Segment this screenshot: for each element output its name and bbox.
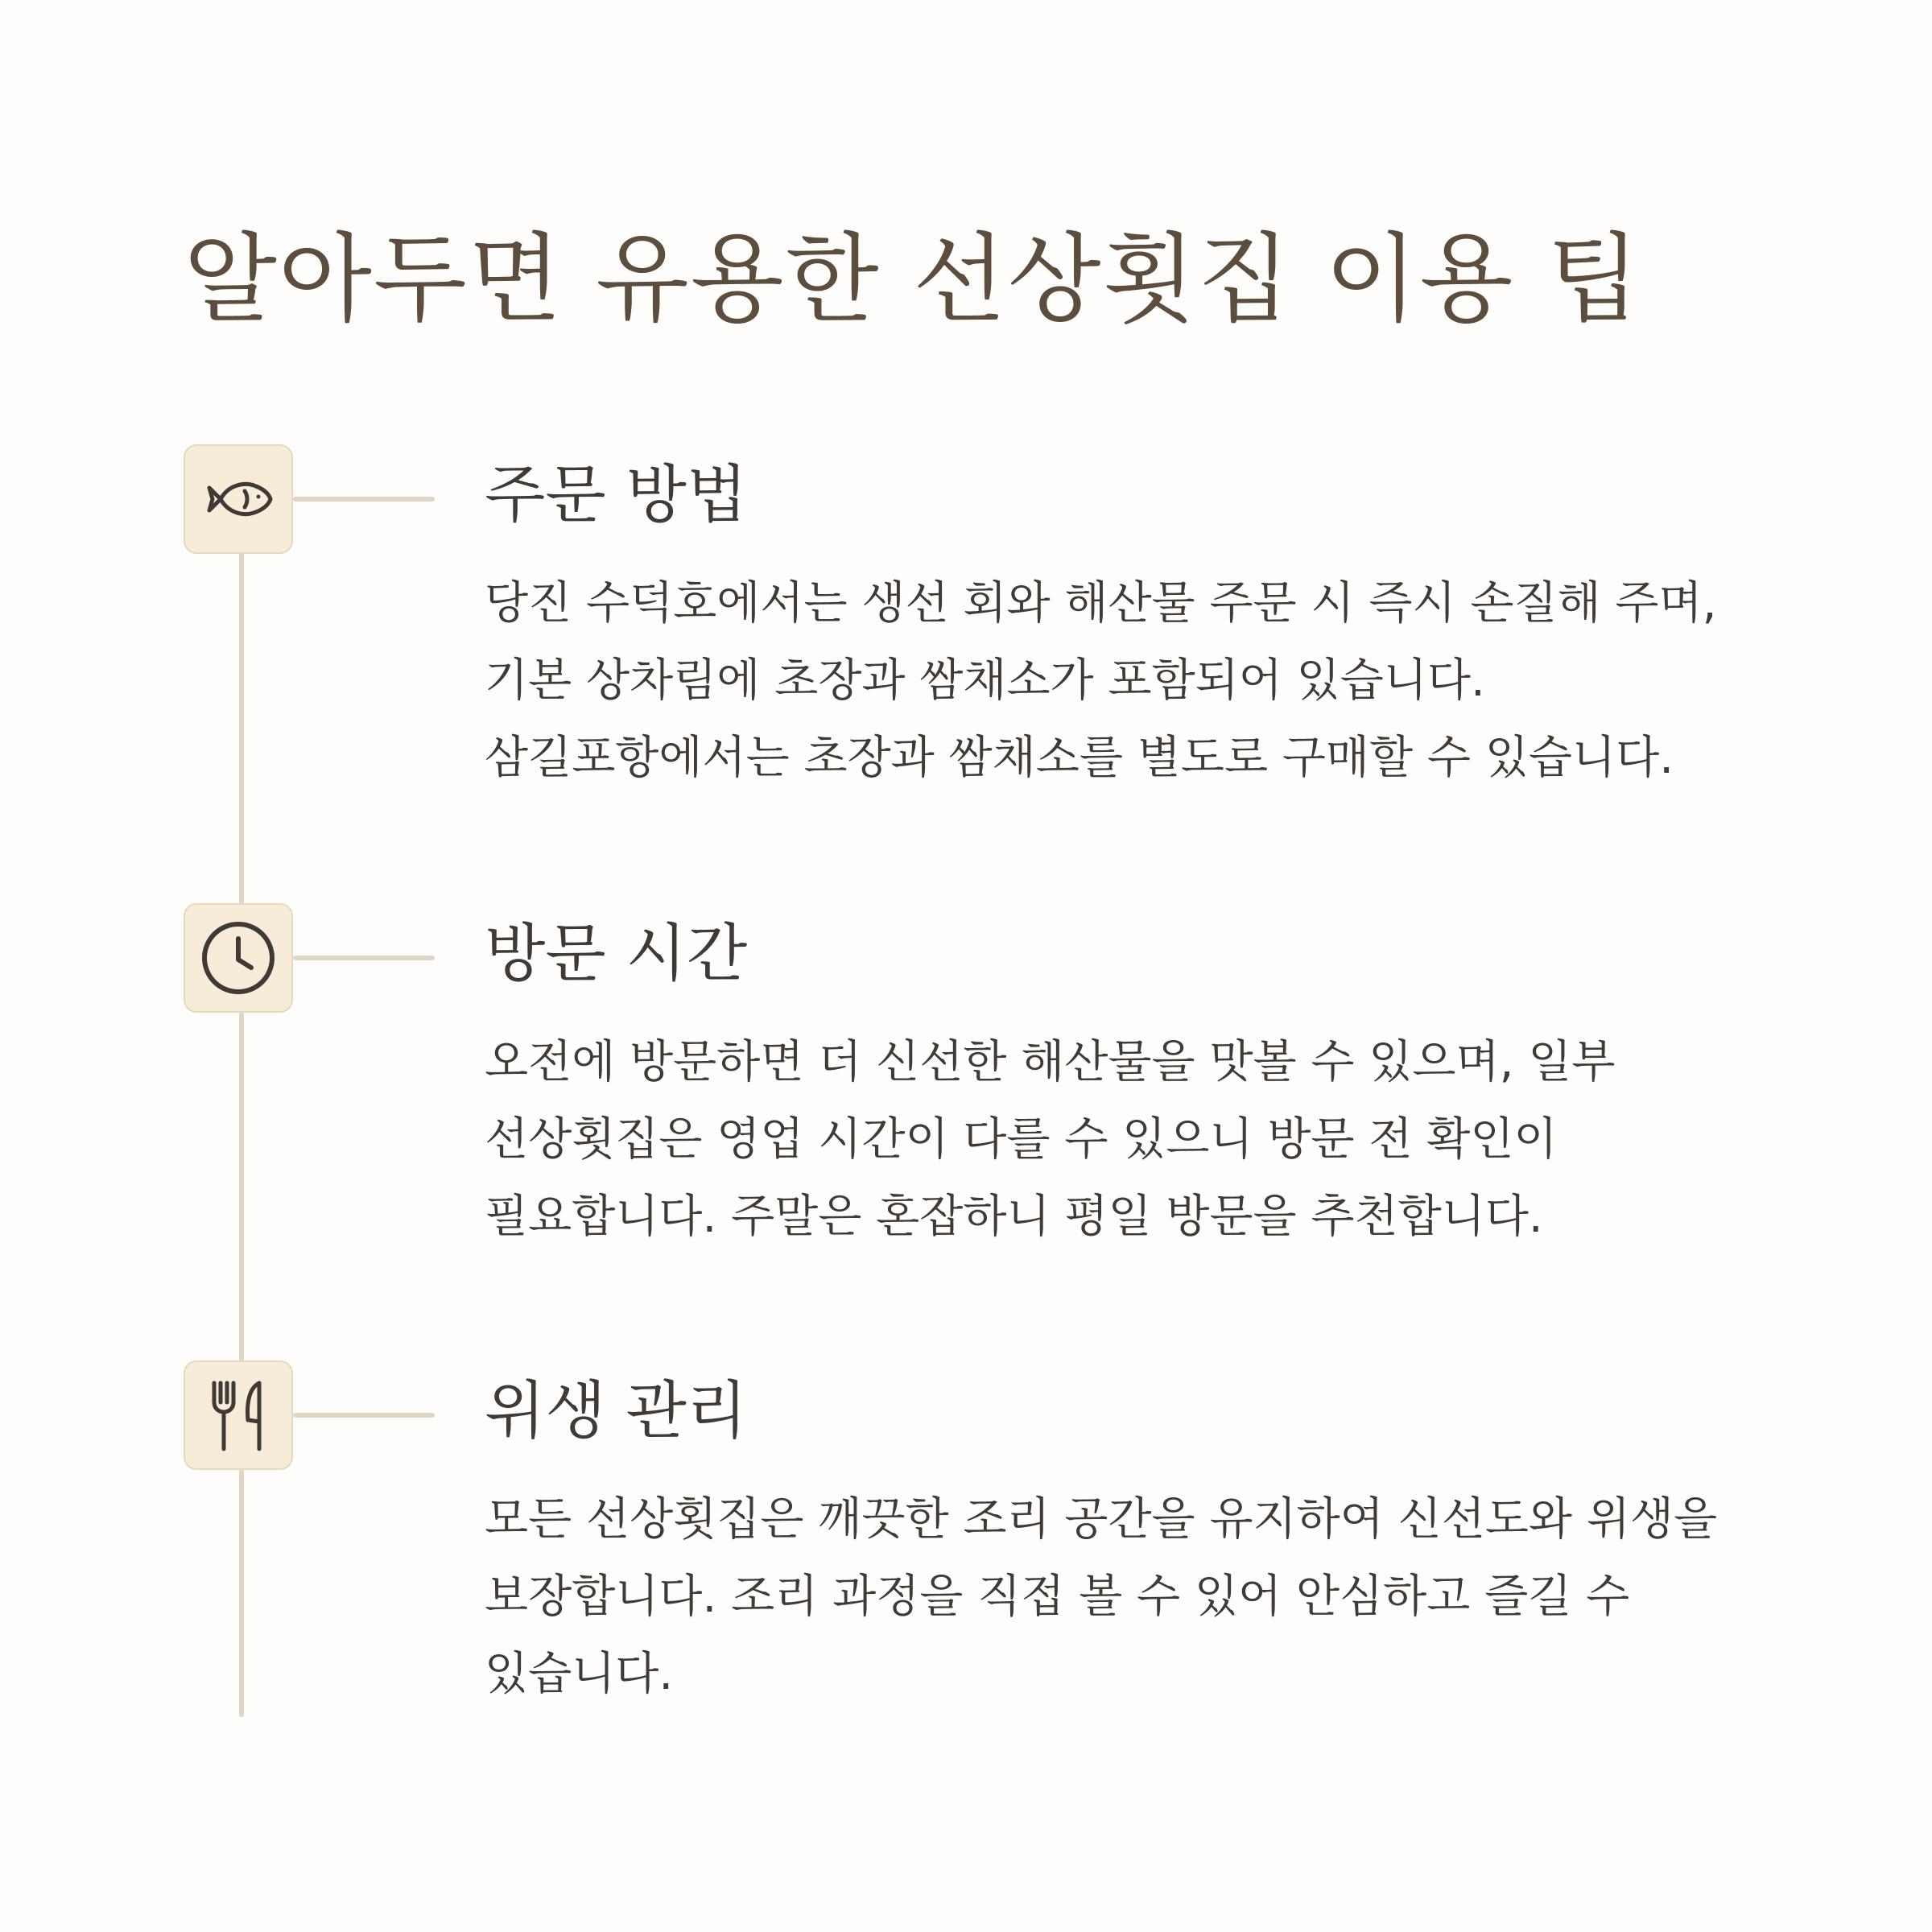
utensils-icon-box: [184, 1360, 293, 1470]
tip-visit-time: [0, 903, 1932, 1274]
tip-ordering: [0, 444, 1932, 815]
fish-icon: [198, 459, 279, 539]
tip-hygiene: [0, 1360, 1932, 1731]
clock-icon: [198, 918, 279, 998]
fish-icon-box: [184, 444, 293, 554]
page-title: 알아두면 유용한 선상횟집 이용 팁: [184, 224, 1642, 336]
clock-icon-box: [184, 903, 293, 1013]
tip-heading: 주문 방법: [485, 459, 748, 531]
utensils-icon: [198, 1375, 279, 1455]
tip-heading: 위생 관리: [485, 1375, 748, 1447]
tip-body: 모든 선상횟집은 깨끗한 조리 공간을 유지하여 신선도와 위생을 보장합니다. 조리 과정을 직접 볼 수 있어 안심하고 즐길 수 있습니다.: [485, 1493, 1718, 1700]
tip-connector: [293, 497, 435, 502]
tip-body: 당진 수덕호에서는 생선 회와 해산물 주문 시 즉시 손질해 주며, 기본 상차림에 초장과 쌈채소가 포함되어 있습니다. 삼길포항에서는 초장과 쌈채소를 별도로 구매할 수 있습니다.: [485, 577, 1717, 784]
tip-heading: 방문 시간: [485, 918, 748, 990]
tip-connector: [293, 1413, 435, 1418]
tip-body: 오전에 방문하면 더 신선한 해산물을 맛볼 수 있으며, 일부 선상횟집은 영업 시간이 다를 수 있으니 방문 전 확인이 필요합니다. 주말은 혼잡하니 평일 방문을 추천합니다.: [485, 1036, 1616, 1243]
tip-connector: [293, 956, 435, 960]
